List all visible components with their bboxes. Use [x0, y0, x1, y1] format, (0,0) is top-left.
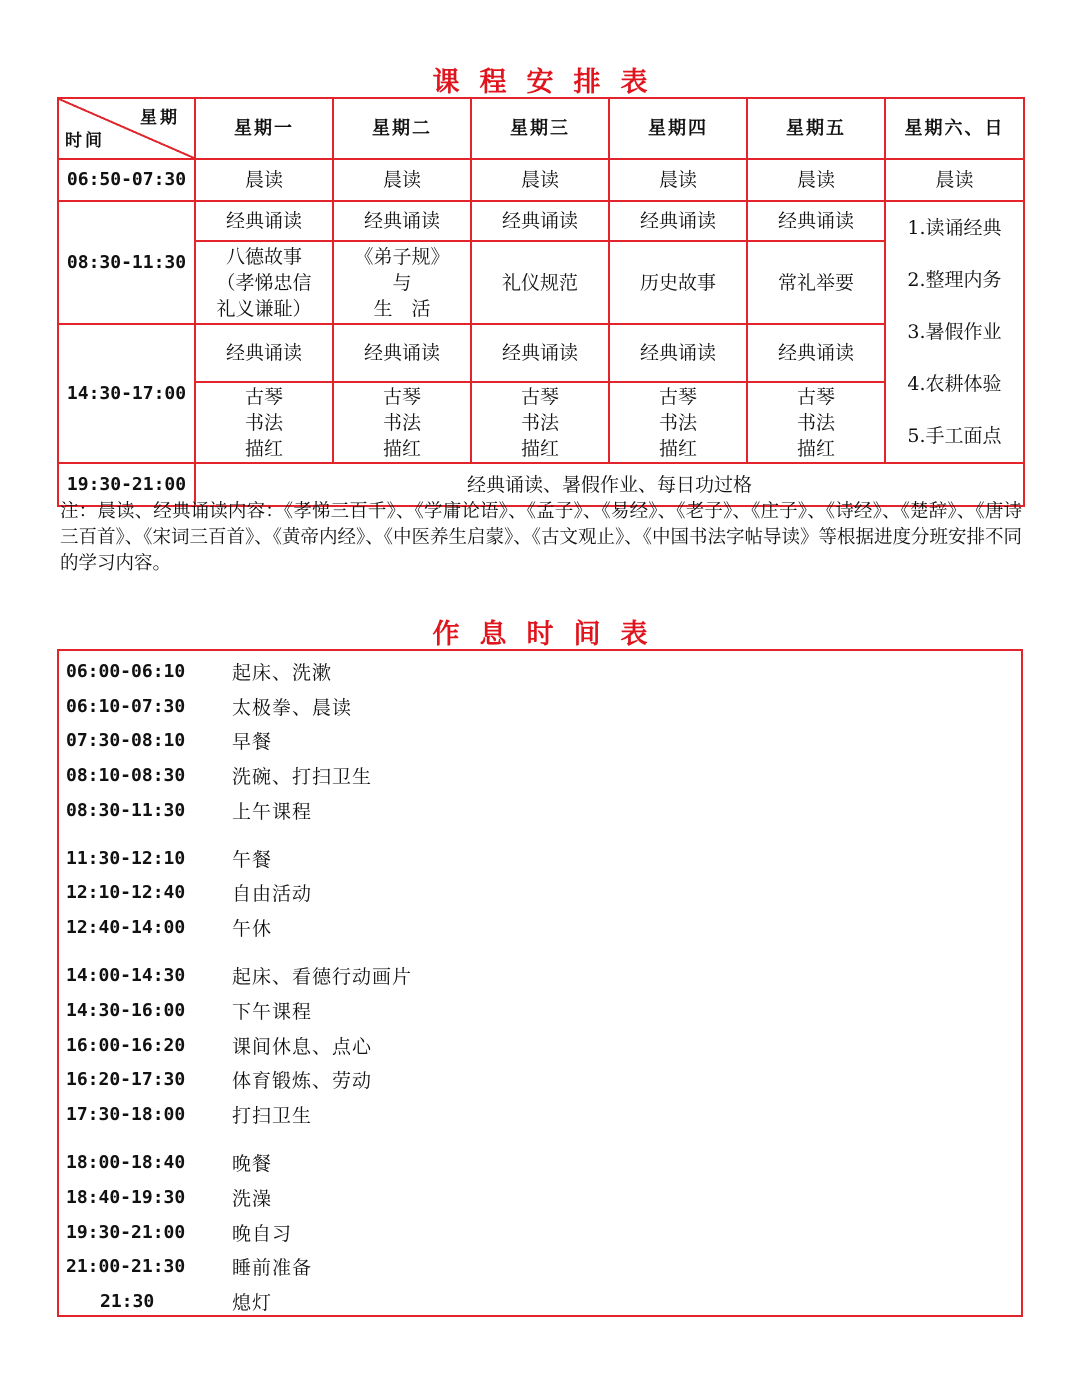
rest-activity: 午休 — [232, 918, 273, 941]
rest-activity: 洗澡 — [232, 1187, 273, 1210]
rest-activity: 起床、看德行动画片 — [232, 966, 413, 989]
table-cell: 经典诵读 — [747, 201, 885, 241]
table-cell: 经典诵读 — [609, 201, 747, 241]
rest-time: 18:00-18:40 — [66, 1152, 186, 1174]
cell-line: 古琴 — [520, 385, 559, 408]
rest-activity: 起床、洗漱 — [232, 661, 333, 684]
list-item — [66, 1063, 1021, 1098]
table-cell — [471, 382, 609, 463]
list-item — [66, 723, 1021, 758]
rest-time: 12:10-12:40 — [66, 882, 186, 904]
list-item — [66, 689, 1021, 724]
rest-time: 16:20-17:30 — [66, 1069, 186, 1091]
table-row — [58, 159, 1024, 201]
rest-activity: 打扫卫生 — [232, 1105, 313, 1128]
header-day: 星期四 — [609, 98, 747, 159]
cell-line: 礼义谦耻） — [216, 297, 312, 320]
cell-line: 描红 — [796, 437, 835, 460]
rest-time: 06:10-07:30 — [66, 695, 186, 717]
rest-activity: 熄灯 — [232, 1292, 273, 1315]
table-cell: 经典诵读 — [195, 201, 333, 241]
header-day: 星期三 — [471, 98, 609, 159]
rest-activity: 早餐 — [232, 731, 273, 754]
rest-time: 14:30-16:00 — [66, 1000, 186, 1022]
time-cell: 08:30-11:30 — [58, 201, 195, 324]
table-cell — [747, 382, 885, 463]
table-row — [58, 241, 1024, 324]
header-day: 星期一 — [195, 98, 333, 159]
table-cell: 晨读 — [885, 159, 1024, 201]
list-item — [66, 1145, 1021, 1180]
rest-time: 12:40-14:00 — [66, 917, 186, 939]
table-cell — [333, 241, 471, 324]
cell-line: 古琴 — [658, 385, 697, 408]
list-item — [66, 910, 1021, 945]
course-schedule-title: 课程安排表 — [432, 67, 668, 98]
table-cell: 晨读 — [747, 159, 885, 201]
rest-time: 08:30-11:30 — [66, 799, 186, 821]
table-cell — [609, 382, 747, 463]
list-item — [66, 1097, 1021, 1132]
table-cell: 经典诵读 — [333, 201, 471, 241]
rest-activity: 下午课程 — [232, 1001, 313, 1024]
rest-activity: 太极拳、晨读 — [232, 696, 353, 719]
table-cell: 历史故事 — [609, 241, 747, 324]
rest-time: 18:40-19:30 — [66, 1186, 186, 1208]
course-schedule-table — [57, 97, 1025, 507]
cell-line: 书法 — [658, 411, 697, 434]
cell-line: 生 活 — [373, 297, 431, 320]
corner-header-cell — [58, 98, 195, 159]
rest-time: 07:30-08:10 — [66, 730, 186, 752]
table-cell: 晨读 — [609, 159, 747, 201]
time-cell: 19:30-21:00 — [58, 463, 195, 506]
rest-schedule-box — [57, 649, 1023, 1317]
table-cell: 晨读 — [195, 159, 333, 201]
rest-activity: 睡前准备 — [232, 1257, 313, 1280]
rest-time: 21:30 — [100, 1291, 155, 1313]
cell-line: 与 — [392, 271, 412, 294]
cell-line: 古琴 — [796, 385, 835, 408]
weekend-item: 1.读诵经典 — [907, 217, 1002, 239]
cell-line: 书法 — [520, 411, 559, 434]
table-cell: 经典诵读 — [471, 324, 609, 382]
rest-time: 17:30-18:00 — [66, 1104, 186, 1126]
list-item — [66, 793, 1021, 828]
weekend-item: 4.农耕体验 — [907, 373, 1002, 395]
cell-line: 描红 — [382, 437, 421, 460]
cell-line: 古琴 — [382, 385, 421, 408]
cell-line: 古琴 — [244, 385, 283, 408]
table-cell: 经典诵读、暑假作业、每日功过格 — [195, 463, 1024, 506]
rest-activity: 自由活动 — [232, 883, 313, 906]
list-item — [66, 1250, 1021, 1285]
course-note: 注：晨读、经典诵读内容：《孝悌三百千》、《学庸论语》、《孟子》、《易经》、《老子》、《庄子》、《诗经》、《楚辞》、《唐诗三百首》、《宋词三百首》、《黄帝内经》、《中医养生启蒙》、《古文观止》、《中国书法字帖导读》等根据进度分班安排不同的学习内容。 — [60, 501, 1023, 574]
list-item — [66, 959, 1021, 994]
table-cell: 经典诵读 — [609, 324, 747, 382]
table-row — [58, 201, 1024, 241]
table-row — [58, 382, 1024, 463]
rest-time: 14:00-14:30 — [66, 965, 186, 987]
rest-time: 21:00-21:30 — [66, 1256, 186, 1278]
rest-time: 11:30-12:10 — [66, 847, 186, 869]
table-row — [58, 324, 1024, 382]
weekend-activities-cell — [885, 201, 1024, 463]
rest-activity: 午餐 — [232, 848, 273, 871]
weekend-item: 3.暑假作业 — [907, 321, 1002, 343]
corner-time-label: 时间 — [65, 131, 105, 151]
cell-line: 八德故事 — [225, 245, 302, 268]
rest-schedule-title: 作息时间表 — [432, 619, 668, 650]
cell-line: 书法 — [244, 411, 283, 434]
cell-line: 描红 — [244, 437, 283, 460]
table-cell: 经典诵读 — [333, 324, 471, 382]
rest-activity: 晚餐 — [232, 1153, 273, 1176]
table-cell: 经典诵读 — [471, 201, 609, 241]
list-item — [66, 1028, 1021, 1063]
weekend-item: 5.手工面点 — [907, 425, 1002, 447]
rest-time: 08:10-08:30 — [66, 764, 186, 786]
list-item — [66, 1215, 1021, 1250]
time-cell: 14:30-17:00 — [58, 324, 195, 463]
table-cell — [333, 382, 471, 463]
table-cell: 经典诵读 — [195, 324, 333, 382]
rest-activity: 上午课程 — [232, 800, 313, 823]
cell-line: 书法 — [796, 411, 835, 434]
list-item — [66, 758, 1021, 793]
rest-time: 19:30-21:00 — [66, 1221, 186, 1243]
list-item — [66, 1180, 1021, 1215]
cell-line: 书法 — [382, 411, 421, 434]
corner-weekday-label: 星期 — [140, 108, 180, 128]
rest-activity: 课间休息、点心 — [232, 1035, 373, 1058]
header-day: 星期五 — [747, 98, 885, 159]
cell-line: 描红 — [658, 437, 697, 460]
rest-time: 06:00-06:10 — [66, 660, 186, 682]
list-item — [66, 654, 1021, 689]
list-item — [66, 841, 1021, 876]
rest-time: 16:00-16:20 — [66, 1034, 186, 1056]
header-day: 星期二 — [333, 98, 471, 159]
list-item — [66, 993, 1021, 1028]
table-cell: 经典诵读 — [747, 324, 885, 382]
table-cell — [195, 241, 333, 324]
cell-line: 《弟子规》 — [354, 245, 450, 268]
cell-line: 描红 — [520, 437, 559, 460]
cell-line: （孝悌忠信 — [216, 271, 312, 294]
table-cell: 常礼举要 — [747, 241, 885, 324]
table-cell: 晨读 — [333, 159, 471, 201]
time-cell: 06:50-07:30 — [58, 159, 195, 201]
weekend-item: 2.整理内务 — [907, 269, 1002, 291]
rest-activity: 洗碗、打扫卫生 — [232, 765, 373, 788]
list-item — [66, 876, 1021, 911]
table-cell: 礼仪规范 — [471, 241, 609, 324]
rest-activity: 体育锻炼、劳动 — [232, 1070, 373, 1093]
table-cell: 晨读 — [471, 159, 609, 201]
rest-activity: 晚自习 — [232, 1222, 293, 1245]
header-row — [58, 98, 1024, 159]
table-cell — [195, 382, 333, 463]
list-item — [66, 1284, 1021, 1319]
header-day: 星期六、日 — [885, 98, 1024, 159]
